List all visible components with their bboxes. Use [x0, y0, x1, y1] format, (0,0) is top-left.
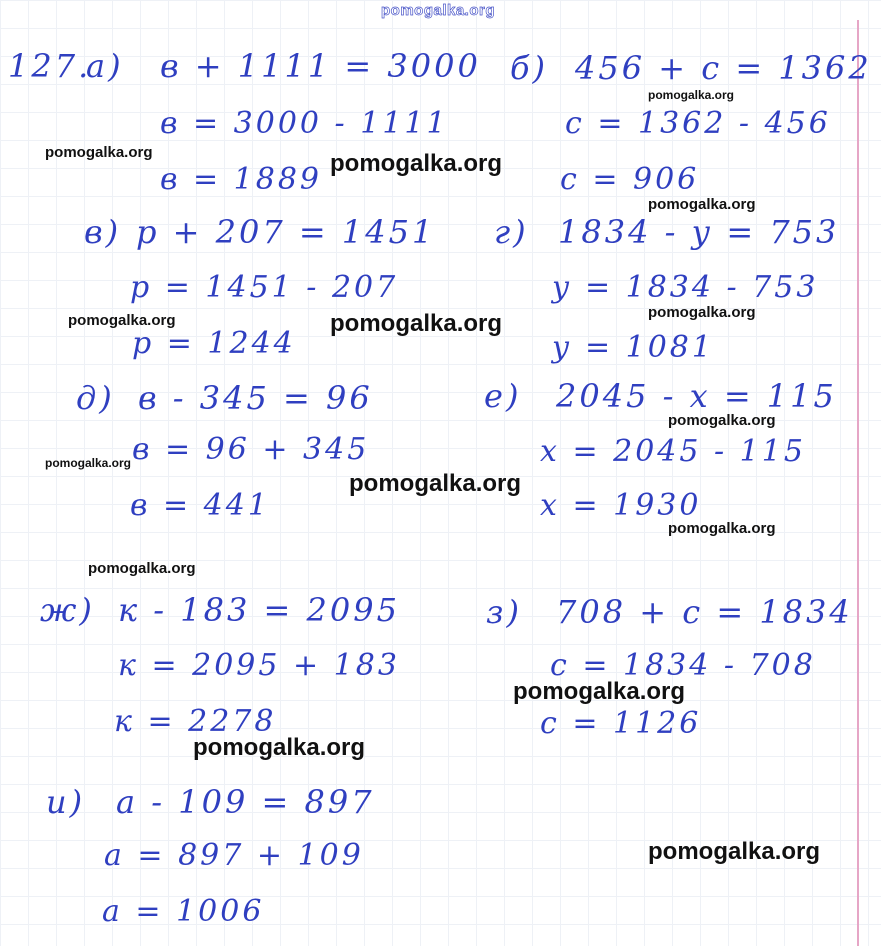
watermark: pomogalka.org: [68, 312, 176, 329]
problem-answer: х = 1930: [540, 488, 702, 523]
problem-step: с = 1834 - 708: [550, 648, 816, 683]
watermark: pomogalka.org: [88, 560, 196, 577]
problem-equation: 1834 - у = 753: [558, 213, 840, 251]
watermark: pomogalka.org: [648, 838, 821, 865]
watermark: pomogalka.org: [45, 144, 153, 161]
problem-answer: с = 1126: [540, 706, 702, 741]
problem-answer: р = 1244: [132, 326, 296, 361]
problem-label: г): [494, 213, 529, 251]
problem-equation: в + 1111 = 3000: [160, 47, 481, 85]
problem-step: с = 1362 - 456: [565, 106, 831, 141]
problem-label: ж): [40, 591, 95, 629]
problem-equation: в - 345 = 96: [138, 379, 373, 417]
watermark: pomogalka.org: [45, 456, 132, 470]
problem-equation: 456 + с = 1362: [575, 49, 872, 87]
problem-answer: в = 1889: [160, 162, 323, 197]
watermark: pomogalka.org: [668, 412, 776, 429]
problem-step: в = 96 + 345: [132, 432, 370, 467]
problem-label: е): [484, 377, 522, 415]
problem-step: к = 2095 + 183: [118, 648, 400, 683]
task-number: 127.: [8, 47, 92, 85]
problem-answer: к = 2278: [114, 704, 277, 739]
problem-equation: 708 + с = 1834: [556, 593, 853, 631]
watermark: pomogalka.org: [648, 304, 756, 321]
watermark: pomogalka.org: [330, 310, 503, 337]
problem-answer: в = 441: [130, 488, 270, 523]
watermark: pomogalka.org: [648, 196, 756, 213]
problem-label: в): [84, 213, 122, 251]
page-margin-line: [857, 20, 859, 946]
problem-equation: а - 109 = 897: [116, 783, 375, 821]
header-watermark: pomogalka.org: [381, 2, 496, 19]
problem-equation: р + 207 = 1451: [136, 213, 436, 251]
problem-label: и): [46, 783, 86, 821]
problem-answer: с = 906: [560, 162, 700, 197]
problem-step: в = 3000 - 1111: [160, 106, 449, 141]
problem-label: б): [510, 49, 549, 87]
watermark: pomogalka.org: [668, 520, 776, 537]
problem-label: д): [76, 379, 115, 417]
watermark: pomogalka.org: [193, 734, 366, 761]
watermark: pomogalka.org: [349, 470, 522, 497]
problem-label: а): [86, 47, 124, 85]
problem-answer: а = 1006: [102, 894, 265, 929]
problem-equation: к - 183 = 2095: [118, 591, 400, 629]
problem-equation: 2045 - х = 115: [556, 377, 837, 415]
watermark: pomogalka.org: [330, 150, 503, 177]
problem-step: р = 1451 - 207: [130, 270, 399, 305]
problem-step: у = 1834 - 753: [552, 270, 819, 305]
watermark: pomogalka.org: [648, 88, 735, 102]
problem-label: з): [486, 593, 522, 631]
problem-step: а = 897 + 109: [104, 838, 364, 873]
problem-step: х = 2045 - 115: [540, 434, 806, 469]
problem-answer: у = 1081: [552, 330, 714, 365]
watermark: pomogalka.org: [513, 678, 686, 705]
